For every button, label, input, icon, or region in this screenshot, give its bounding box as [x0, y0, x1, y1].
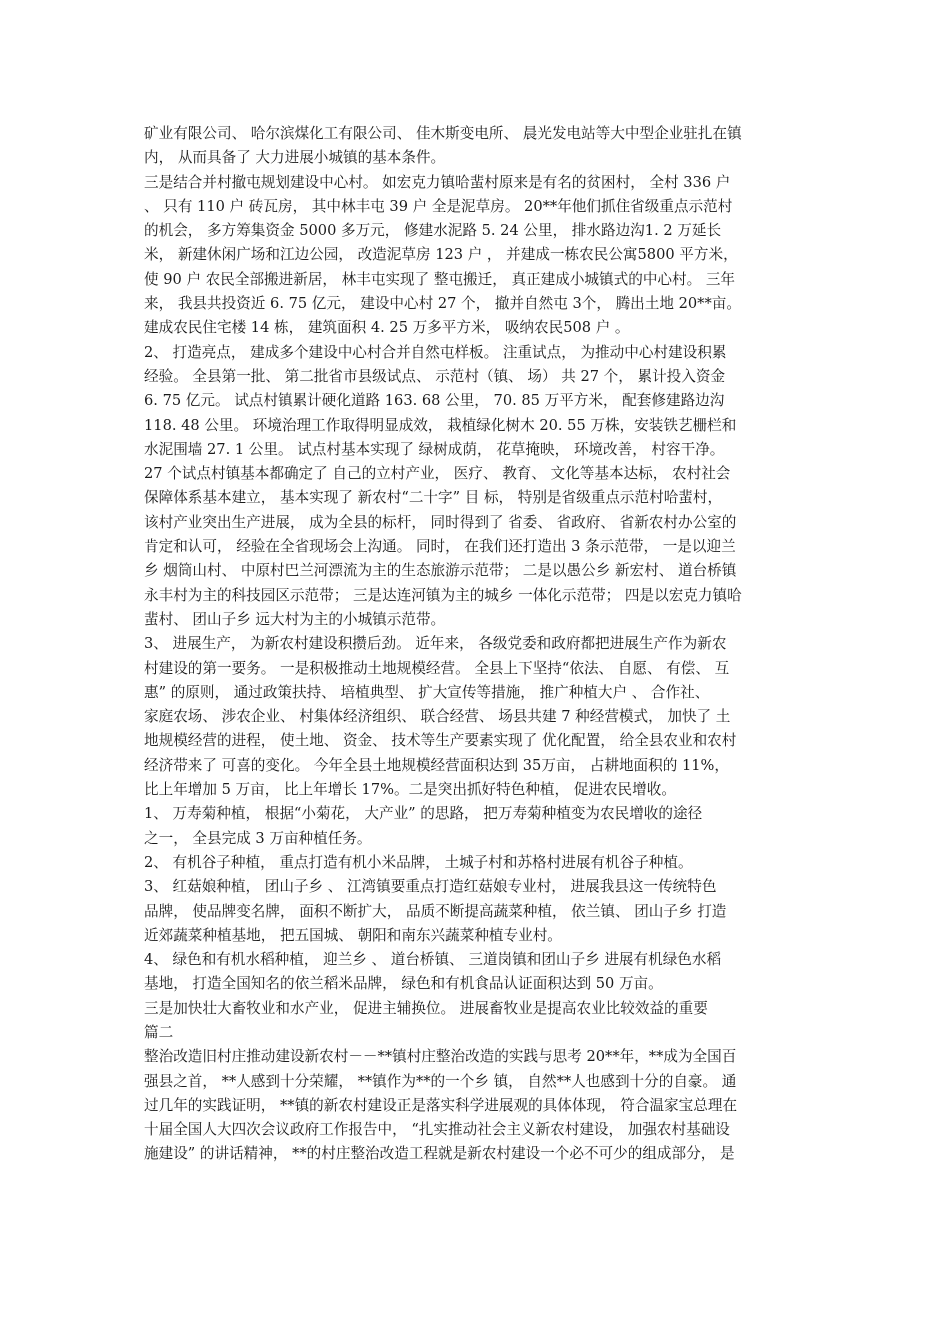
text-line: 惠” 的原则， 通过政策扶持、 培植典型、 扩大宣传等措施， 推广种植大户 、 合作社、: [144, 683, 710, 701]
text-line: 整治改造旧村庄推动建设新农村－－**镇村庄整治改造的实践与思考 20**年，**成为全国百: [144, 1048, 737, 1066]
text-line: 水泥围墙 27. 1 公里。 试点村基本实现了 绿树成荫， 花草掩映， 环境改善， 村容干净。: [144, 440, 725, 458]
text-line: 保障体系基本建立， 基本实现了 新农村“二十字” 目 标， 特别是省级重点示范村哈蜚村，: [144, 489, 723, 507]
text-line: 建成农民住宅楼 14 栋， 建筑面积 4. 25 万多平方米， 吸纳农民508 户 。: [144, 319, 630, 337]
text-line: 来， 我县共投资近 6. 75 亿元， 建设中心村 27 个， 撤并自然屯 3个， 腾出土地 20**亩。: [144, 295, 741, 313]
text-line: 施建设” 的讲话精神， **的村庄整治改造工程就是新农村建设一个必不可少的组成部分， 是: [144, 1145, 735, 1163]
text-line: 3、 红菇娘种植， 团山子乡 、 江湾镇要重点打造红菇娘专业村， 进展我县这一传统特色: [144, 878, 717, 896]
text-line: 基地， 打造全国知名的依兰稻米品牌， 绿色和有机食品认证面积达到 50 万亩。: [144, 975, 663, 993]
text-line: 过几年的实践证明， **镇的新农村建设正是落实科学进展观的具体体现， 符合温家宝总理在: [144, 1096, 738, 1114]
text-line: 该村产业突出生产进展， 成为全县的标杆， 同时得到了 省委、 省政府、 省新农村办公室的: [144, 513, 737, 531]
text-line: 篇二: [144, 1023, 174, 1041]
text-line: 村建设的第一要务。 一是积极推动土地规模经营。 全县上下坚持“依法、 自愿、 有偿、 互: [144, 659, 730, 677]
text-line: 三是加快壮大畜牧业和水产业， 促进主辅换位。 进展畜牧业是提高农业比较效益的重要: [144, 999, 708, 1017]
document-body: [144, 122, 814, 1167]
text-line: 比上年增加 5 万亩， 比上年增长 17%。二是突出抓好特色种植， 促进农民增收。: [144, 781, 676, 799]
text-line: 经验。 全县第一批、 第二批省市县级试点、 示范村（镇、 场） 共 27 个， 累计投入资金: [144, 367, 726, 385]
text-line: 2、 打造亮点， 建成多个建设中心村合并自然屯样板。 注重试点， 为推动中心村建设积累: [144, 343, 727, 361]
text-line: 肯定和认可， 经验在全省现场会上沟通。 同时， 在我们还打造出 3 条示范带， 一是以迎兰: [144, 538, 736, 556]
text-line: 矿业有限公司、 哈尔滨煤化工有限公司、 佳木斯变电所、 晨光发电站等大中型企业驻扎在镇: [144, 125, 742, 142]
text-line: 之一， 全县完成 3 万亩种植任务。: [144, 829, 372, 847]
text-line: 近郊蔬菜种植基地， 把五国城、 朝阳和南东兴蔬菜种植专业村。: [144, 926, 562, 944]
text-line: 3、 进展生产， 为新农村建设积攒后劲。 近年来， 各级党委和政府都把进展生产作为新农: [144, 635, 727, 653]
text-line: 强县之首， **人感到十分荣耀， **镇作为**的一个乡 镇， 自然**人也感到十分的自豪。 通: [144, 1072, 737, 1090]
text-line: 的机会， 多方筹集资金 5000 多万元， 修建水泥路 5. 24 公里， 排水路边沟1. 2 万延长: [144, 222, 722, 240]
text-line: 4、 绿色和有机水稻种植， 迎兰乡 、 道台桥镇、 三道岗镇和团山子乡 进展有机绿色水稻: [144, 951, 722, 969]
text-line: 十届全国人大四次会议政府工作报告中， “扎实推动社会主义新农村建设， 加强农村基础设: [144, 1121, 730, 1139]
text-line: 6. 75 亿元。 试点村镇累计硬化道路 163. 68 公里， 70. 85 万平方米， 配套修建路边沟: [144, 392, 725, 410]
text-line: 、 只有 110 户 砖瓦房， 其中林丰屯 39 户 全是泥草房。 20**年他们抓住省级重点示范村: [144, 197, 733, 215]
text-line: 经济带来了 可喜的变化。 今年全县土地规模经营面积达到 35万亩， 占耕地面积的 11%，: [144, 756, 729, 774]
text-line: 品牌， 使品牌变名牌， 面积不断扩大， 品质不断提高蔬菜种植， 依兰镇、 团山子乡 打造: [144, 902, 727, 920]
text-line: 蜚村、 团山子乡 远大村为主的小城镇示范带。: [144, 610, 446, 628]
text-line: 使 90 户 农民全部搬进新居， 林丰屯实现了 整屯搬迁， 真正建成小城镇式的中心村。 三年: [144, 270, 736, 288]
text-line: 27 个试点村镇基本都确定了 自己的立村产业， 医疗、 教育、 文化等基本达标， 农村社会: [144, 465, 731, 483]
text-line: 1、 万寿菊种植， 根据“小菊花， 大产业” 的思路， 把万寿菊种植变为农民增收的途径: [144, 805, 703, 823]
text-line: 米， 新建休闲广场和江边公园， 改造泥草房 123 户 ， 并建成一栋农民公寓5800 平方米，: [144, 246, 738, 264]
text-line: 家庭农场、 涉农企业、 村集体经济组织、 联合经营、 场县共建 7 种经营模式， 加快了 土: [144, 708, 731, 726]
text-line: 乡 烟筒山村、 中原村巴兰河漂流为主的生态旅游示范带； 二是以愚公乡 新宏村、 道台桥镇: [144, 562, 737, 580]
text-line: 118. 48 公里。 环境治理工作取得明显成效， 栽植绿化树木 20. 55 万株，安装铁艺栅栏和: [144, 416, 737, 434]
text-line: 2、 有机谷子种植， 重点打造有机小米品牌， 土城子村和苏格村进展有机谷子种植。: [144, 853, 693, 871]
text-line: 内， 从而具备了 大力进展小城镇的基本条件。: [144, 149, 446, 167]
text-line: 地规模经营的进程， 使土地、 资金、 技术等生产要素实现了 优化配置， 给全县农业和农村: [144, 732, 737, 750]
text-line: 三是结合并村撤屯规划建设中心村。 如宏克力镇哈蜚村原来是有名的贫困村， 全村 336 户: [144, 173, 731, 191]
text-line: 永丰村为主的科技园区示范带； 三是达连河镇为主的城乡 一体化示范带； 四是以宏克力镇哈: [144, 586, 742, 604]
